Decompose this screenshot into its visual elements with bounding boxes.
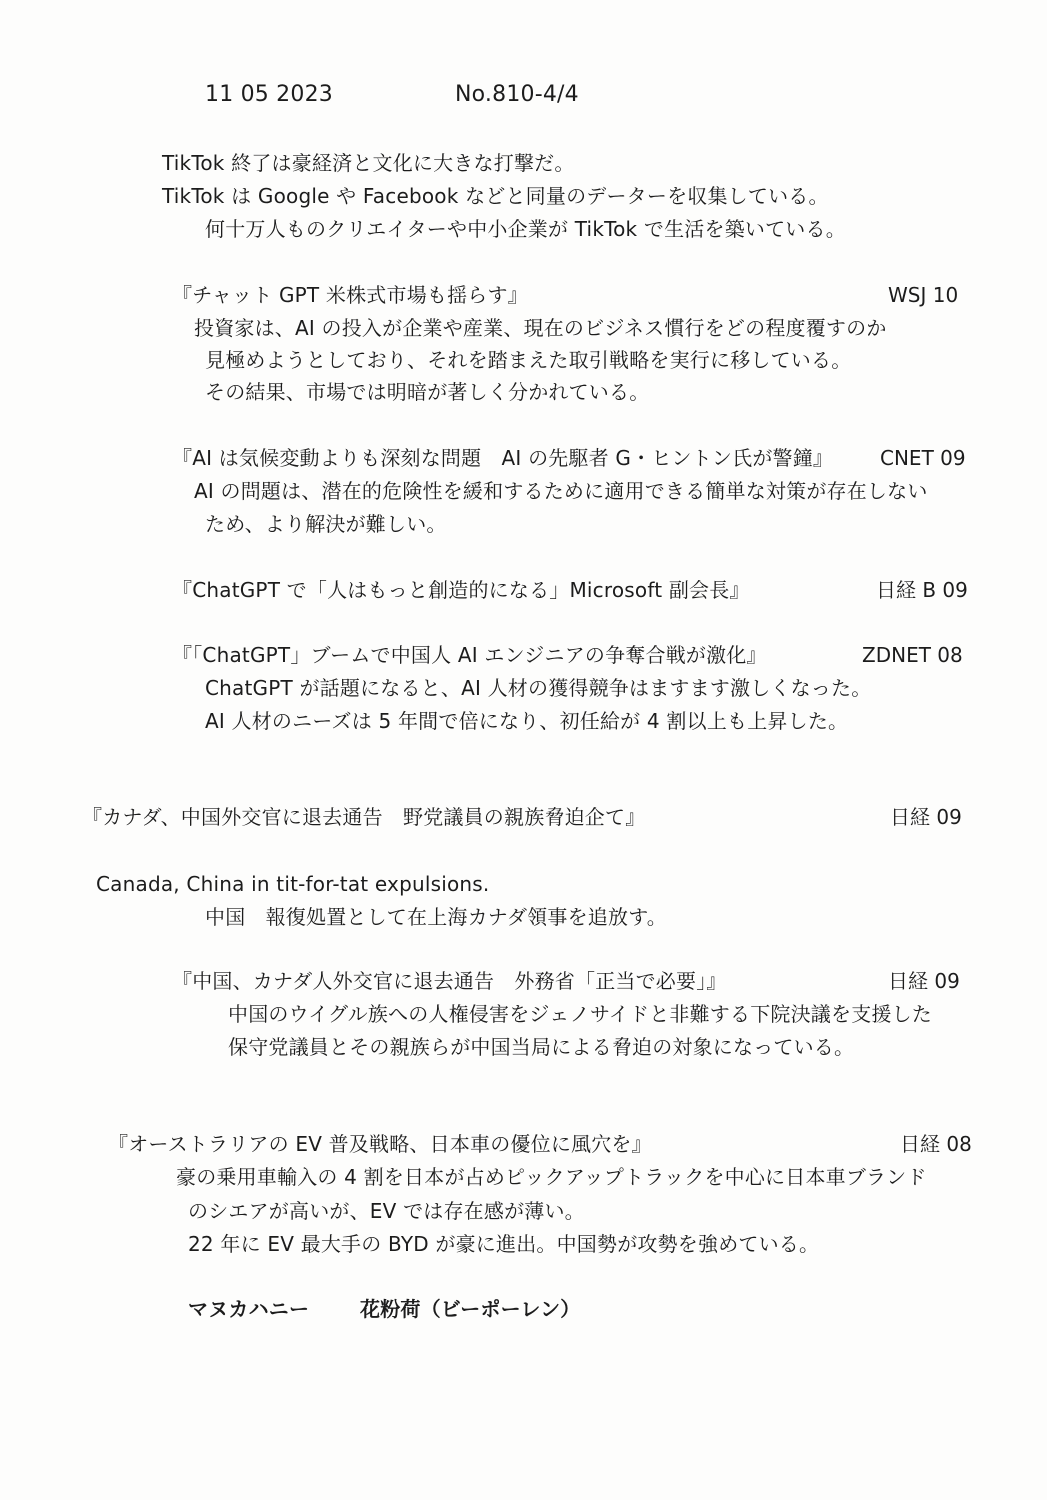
article-source: 日経 09 xyxy=(890,805,962,829)
tiktok-line-1: TikTok 終了は豪経済と文化に大きな打撃だ。 xyxy=(162,151,575,175)
article-body-line: 投資家は、AI の投入が企業や産業、現在のビジネス慣行をどの程度覆すのか xyxy=(194,316,887,340)
article-body-line: ため、より解決が難しい。 xyxy=(205,512,447,536)
article-title-canada: 『カナダ、中国外交官に退去通告 野党議員の親族脅迫企て』 xyxy=(82,805,646,829)
canada-english-line: Canada, China in tit-for-tat expulsions. xyxy=(96,872,490,896)
tiktok-line-3: 何十万人ものクリエイターや中小企業が TikTok で生活を築いている。 xyxy=(205,217,846,241)
issue-number: No.810-4/4 xyxy=(455,82,579,107)
article-source: CNET 09 xyxy=(880,446,966,470)
article-body-line: ChatGPT が話題になると、AI 人材の獲得競争はますます激しくなった。 xyxy=(205,676,872,700)
article-body-line: 22 年に EV 最大手の BYD が豪に進出。中国勢が攻勢を強めている。 xyxy=(188,1232,820,1256)
canada-japanese-line: 中国 報復処置として在上海カナダ領事を追放す。 xyxy=(205,905,667,929)
issue-date: 11 05 2023 xyxy=(205,82,333,107)
article-source: ZDNET 08 xyxy=(862,643,963,667)
article-source: 日経 08 xyxy=(900,1132,972,1156)
article-body-line: その結果、市場では明暗が著しく分かれている。 xyxy=(205,380,650,404)
article-title-chatgpt-stock: 『チャット GPT 米株式市場も揺らす』 xyxy=(172,283,528,307)
article-body-line: AI の問題は、潜在的危険性を緩和するために適用できる簡単な対策が存在しない xyxy=(194,479,928,503)
tiktok-line-2: TikTok は Google や Facebook などと同量のデーターを収集している。 xyxy=(162,184,829,208)
article-body-line: のシエアが高いが、EV では存在感が薄い。 xyxy=(188,1199,585,1223)
article-body-line: 保守党議員とその親族らが中国当局による脅迫の対象になっている。 xyxy=(228,1035,855,1059)
article-source: 日経 B 09 xyxy=(876,578,968,602)
article-title-microsoft: 『ChatGPT で「人はもっと創造的になる」Microsoft 副会長』 xyxy=(172,578,750,602)
footer-product-manuka: マヌカハニー xyxy=(188,1297,310,1321)
article-title-ai-hinton: 『AI は気候変動よりも深刻な問題 AI の先駆者 G・ヒントン氏が警鐘』 xyxy=(172,446,834,470)
article-body-line: AI 人材のニーズは 5 年間で倍になり、初任給が 4 割以上も上昇した。 xyxy=(205,709,849,733)
article-body-line: 見極めようとしており、それを踏まえた取引戦略を実行に移している。 xyxy=(205,348,852,372)
article-title-china-diplomat: 『中国、カナダ人外交官に退去通告 外務省「正当で必要」』 xyxy=(172,969,727,993)
article-title-australia-ev: 『オーストラリアの EV 普及戦略、日本車の優位に風穴を』 xyxy=(108,1132,652,1156)
article-source: 日経 09 xyxy=(888,969,960,993)
article-body-line: 豪の乗用車輸入の 4 割を日本が占めピックアップトラックを中心に日本車ブランド xyxy=(176,1165,927,1189)
article-title-ai-engineers: 『「ChatGPT」ブームで中国人 AI エンジニアの争奪合戦が激化』 xyxy=(172,643,767,667)
article-body-line: 中国のウイグル族への人権侵害をジェノサイドと非難する下院決議を支援した xyxy=(228,1002,932,1026)
article-source: WSJ 10 xyxy=(888,283,959,307)
footer-product-pollen: 花粉荷（ビーポーレン） xyxy=(360,1297,581,1321)
